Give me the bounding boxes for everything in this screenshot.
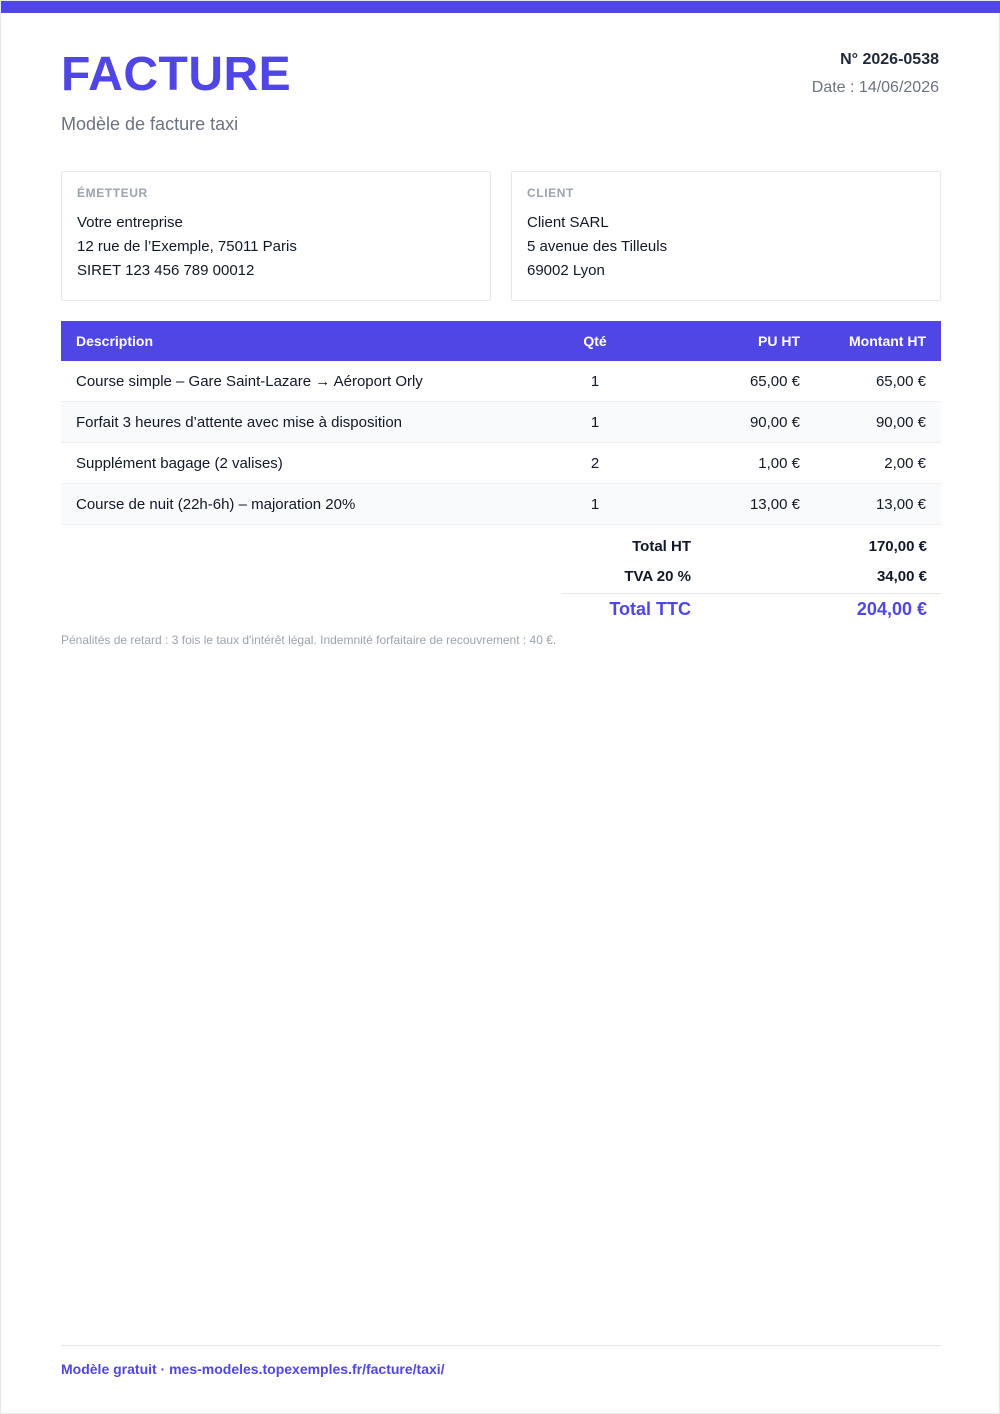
client-address: 5 avenue des Tilleuls [527,238,668,255]
row-unit-price: 65,00 € [655,361,815,402]
table-row [61,361,941,402]
row-amount: 13,00 € [815,484,941,525]
emitter-address: 12 rue de l’Exemple, 75011 Paris [77,238,297,255]
emitter-siret: SIRET 123 456 789 00012 [77,262,255,279]
tva-value: 34,00 € [876,567,927,585]
items-table [61,321,941,525]
table-row [61,402,941,443]
emitter-card [61,171,491,301]
header-description: Description [61,321,535,361]
total-ttc-value: 204,00 € [856,598,927,619]
header-qty: Qté [535,321,655,361]
table-row [61,484,941,525]
row-unit-price: 13,00 € [655,484,815,525]
tva-row [561,561,941,591]
footer-divider [61,1345,941,1346]
invoice-date: Date : 14/06/2026 [811,79,939,96]
tva-label: TVA 20 % [624,567,691,585]
total-ht-label: Total HT [632,537,691,555]
invoice-subtitle: Modèle de facture taxi [61,114,239,134]
row-qty: 1 [535,484,655,525]
invoice-title: FACTURE [61,48,292,101]
header-unit-price: PU HT [655,321,815,361]
client-label: CLIENT [527,186,574,200]
row-unit-price: 1,00 € [655,443,815,484]
row-qty: 1 [535,361,655,402]
row-description: Supplément bagage (2 valises) [61,443,535,484]
row-qty: 2 [535,443,655,484]
footer-link[interactable]: Modèle gratuit · mes-modeles.topexemples.fr/facture/taxi/ [61,1361,445,1377]
client-card [511,171,941,301]
total-ht-row [561,531,941,561]
row-description: Forfait 3 heures d’attente avec mise à disposition [61,402,535,443]
row-amount: 90,00 € [815,402,941,443]
row-qty: 1 [535,402,655,443]
invoice-meta [812,50,939,98]
row-amount: 2,00 € [815,443,941,484]
accent-bar [1,1,1000,13]
total-ht-value: 170,00 € [868,537,927,555]
client-name: Client SARL [527,214,609,231]
invoice-number: N° 2026-0538 [840,51,939,68]
emitter-label: ÉMETTEUR [77,186,148,200]
row-amount: 65,00 € [815,361,941,402]
table-header-row [61,321,941,361]
row-unit-price: 90,00 € [655,402,815,443]
totals-block [561,531,941,624]
row-description: Course simple – Gare Saint-Lazare → Aéroport Orly [61,361,535,402]
total-ttc-label: Total TTC [609,598,691,619]
header-amount: Montant HT [815,321,941,361]
client-city: 69002 Lyon [527,262,605,279]
row-description: Course de nuit (22h-6h) – majoration 20% [61,484,535,525]
table-row [61,443,941,484]
legal-note: Pénalités de retard : 3 fois le taux d'intérêt légal. Indemnité forfaitaire de recouvrement : 40 €. [61,633,557,647]
total-ttc-row [561,593,941,624]
emitter-name: Votre entreprise [77,214,183,231]
